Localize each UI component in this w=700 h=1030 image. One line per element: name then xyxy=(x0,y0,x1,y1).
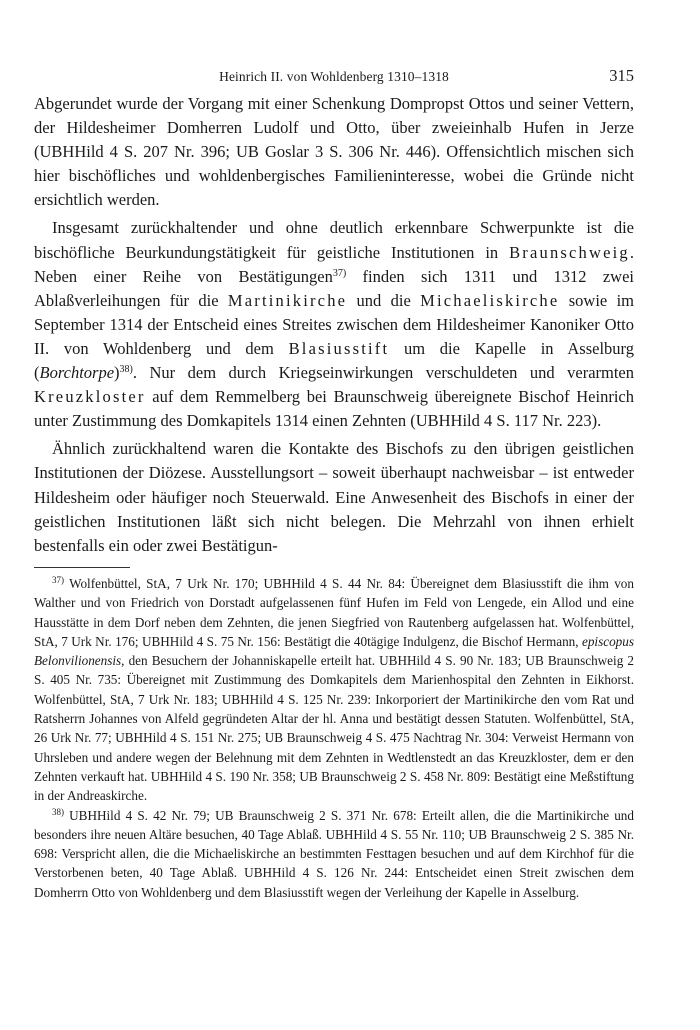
spaced-name-michaeliskirche: Michaeliskirche xyxy=(420,290,560,310)
footnote-ref-38[interactable]: 38) xyxy=(119,364,133,376)
text-run: Insgesamt zurückhaltender und ohne deutlich erkennbare Schwerpunkte ist die bischöfliche Beurkundungstätigkeit für geistliche Institutionen in xyxy=(34,218,634,262)
text-run: . Nur dem durch Kriegseinwirkungen verschuldeten und verarmten xyxy=(132,363,634,383)
paragraph-1: Abgerundet wurde der Vorgang mit einer Schenkung Dompropst Ottos und seiner Vettern, der Hildesheimer Domherren Ludolf und Otto, über zweieinhalb Hufen in Jerze (UBHHild 4 S. 207 Nr. 396; UB Goslar 3 S. 306 Nr. 446). Offensichtlich mischen sich hier bischöfliches und wohldenbergisches Familieninteresse, wobei die Gründe nicht ersichtlich werden. xyxy=(34,94,634,210)
footnote-text: , den Besuchern der Johanniskapelle erteilt hat. UBHHild 4 S. 90 Nr. 183; UB Braunschweig 2 S. 405 Nr. 735: Übereignet mit Zustimmung des Domkapitels dem Marienhospital den Zehnten in Eikhorst. Wolfenbüttel, StA, 7 Urk Nr. 183; UBHHild 4 S. 125 Nr. 239: Inkorporiert der Martinikirche den vom Rat und Ratsherrn Johannes von Alfeld gegründeten Altar der hl. Anna und bestätigt dessen Statuten. Wolfenbüttel, StA, 26 Urk Nr. 77; UBHHild 4 S. 151 Nr. 275; UB Braunschweig 4 S. 475 Nachtrag Nr. 304: Verweist Hermann von Uhrsleben und andere wegen der Belehnung mit dem Zehnten in Wedtlenstedt an das Kreuzkloster, dem er den Zehnten verkauft hat. UBHHild 4 S. 190 Nr. 358; UB Braunschweig 2 S. 458 Nr. 809: Bestätigt eine Meßstiftung in der Andreaskirche. xyxy=(34,653,634,804)
footnote-text: Wolfenbüttel, StA, 7 Urk Nr. 170; UBHHild 4 S. 44 Nr. 84: Übereignet dem Blasiusstift die ihm von Walther und von Friedrich von Dorstadt aufgelassenen fünf Hufen im Feld von Lengede, ein Allod und eine Hausstätte in dem Dorf neben dem Zehnten, die jenen Siegfried von Rautenberg aufgelassen hat. Wolfenbüttel, StA, 7 Urk Nr. 176; UBHHild 4 S. 75 Nr. 156: Bestätigt die 40tägige Indulgenz, die Bischof Hermann, xyxy=(34,576,634,649)
footnote-ref-37[interactable]: 37) xyxy=(332,267,347,279)
page-number: 315 xyxy=(609,66,634,85)
paragraph-2 xyxy=(34,216,634,433)
footnotes xyxy=(34,574,634,902)
running-title: Heinrich II. von Wohldenberg 1310–1318 xyxy=(219,69,449,84)
text-run: finden sich 1311 und 1312 zwei Ablaßverleihungen für die xyxy=(34,266,634,310)
text-run: sowie im September 1314 der Entscheid eines Streites zwischen dem Hildesheimer Kanoniker Otto II. von Wohldenberg und dem xyxy=(34,290,634,358)
spaced-name-martinikirche: Martinikirche xyxy=(227,290,348,310)
spaced-name-kreuzkloster: Kreuzkloster xyxy=(34,387,146,407)
footnote-number: 37) xyxy=(52,575,64,585)
paragraph-3: Ähnlich zurückhaltend waren die Kontakte des Bischofs zu den übrigen geistlichen Institutionen der Diözese. Ausstellungsort – soweit überhaupt nachweisbar – ist entweder Hildesheim oder häufiger noch Steuerwald. Eine Anwesenheit des Bischofs in einer der geistlichen Institutionen läßt sich nicht belegen. Die Mehrzahl von ihnen erhielt bestenfalls ein oder zwei Bestätigun- xyxy=(34,439,634,555)
text-run: . Neben einer Reihe von Bestätigungen xyxy=(34,242,634,286)
text-run: ) xyxy=(114,363,120,383)
footnote-italic: episcopus Belonvilionensis xyxy=(34,633,634,669)
footnote-text: UBHHild 4 S. 42 Nr. 79; UB Braunschweig 2 S. 371 Nr. 678: Erteilt allen, die die Martinikirche und besonders ihre neuen Altäre besuchen, 40 Tage Ablaß. UBHHild 4 S. 55 Nr. 110; UB Braunschweig 2 S. 385 Nr. 698: Verspricht allen, die die Michaeliskirche an bestimmten Festtagen besuchen und auf dem Kirchhof für die Verstorbenen beten, 40 Tage Ablaß. UBHHild 4 S. 126 Nr. 244: Entscheidet einen Streit zwischen dem Domherrn Otto von Wohldenberg und dem Blasiusstift wegen der Verleihung der Kapelle in Asselburg. xyxy=(34,807,634,900)
footnote-number: 38) xyxy=(52,806,64,817)
footnote-37 xyxy=(34,574,634,806)
running-header xyxy=(34,66,634,88)
footnote-38 xyxy=(34,806,634,902)
text-run: um die Kapelle in Asselburg ( xyxy=(34,338,634,383)
text-run: auf dem Remmelberg bei Braunschweig übereignete Bischof Heinrich unter Zustimmung des Domkapitels 1314 einen Zehnten (UBHHild 4 S. 117 Nr. 223). xyxy=(34,387,634,431)
footnote-divider xyxy=(34,567,130,568)
spaced-name-blasiusstift: Blasiusstift xyxy=(288,338,390,358)
italic-borchtorpe: Borchtorpe xyxy=(39,363,115,383)
main-text xyxy=(34,92,634,558)
text-run: und die xyxy=(347,290,421,310)
spaced-name-braunschweig: Braunschweig xyxy=(509,242,630,262)
